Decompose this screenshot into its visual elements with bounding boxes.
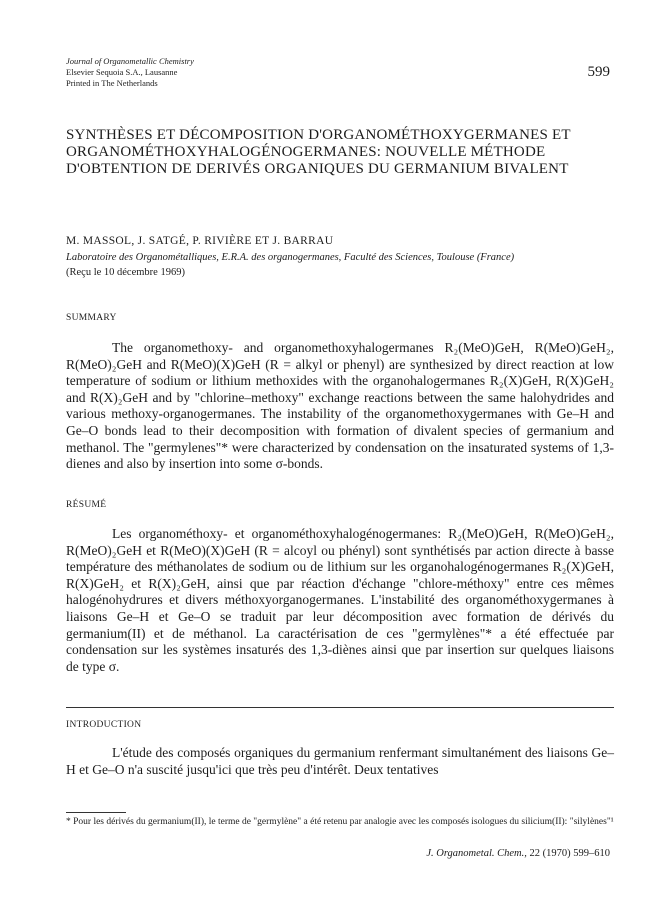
journal-header: [66, 56, 194, 89]
section-divider: [66, 707, 614, 708]
summary-text: The organomethoxy- and organomethoxyhalogermanes R₂(MeO)GeH, R(MeO)GeH₂, R(MeO)₂GeH and R(MeO)(X)GeH (R = alkyl or phenyl) are synthesized by direct reaction at low temperature of sodium or lithium methoxides with the organohalogermanes R₂(X)GeH, R(X)GeH₂ and R(X)₂GeH and by "chlorine–methoxy" exchange reactions between the same halohydrides and various methoxy-organogermanes. The instability of the organomethoxygermanes with Ge–H and Ge–O bonds lead to their decomposition with formation of divalent species of germanium and methanol. The "germylenes"* were characterized by condensation on the insaturated systems of 1,3-dienes and also by insertion into some σ-bonds.: [66, 340, 614, 472]
article-title: SYNTHÈSES ET DÉCOMPOSITION D'ORGANOMÉTHOXYGERMANES ET ORGANOMÉTHOXYHALOGÉNOGERMANES: NOUVELLE MÉTHODE D'OBTENTION DE DERIVÉS ORGANIQUES DU GERMANIUM BIVALENT: [66, 127, 571, 177]
citation-journal: J. Organometal. Chem.: [426, 848, 525, 859]
citation-volume: 22 (1970) 599–610: [529, 848, 610, 859]
received-date: (Reçu le 10 décembre 1969): [66, 267, 185, 278]
affiliation: Laboratoire des Organométalliques, E.R.A. des organogermanes, Faculté des Sciences, Toulouse (France): [66, 252, 515, 263]
author-list: M. MASSOL, J. SATGÉ, P. RIVIÈRE ET J. BARRAU: [66, 235, 334, 247]
footnote: * Pour les dérivés du germanium(II), le terme de "germylène" a été retenu par analogie avec les composés isologues du silicium(II): "silylènes"¹: [66, 817, 614, 827]
journal-name: Journal of Organometallic Chemistry: [66, 56, 194, 66]
summary-heading: SUMMARY: [66, 313, 117, 323]
introduction-text: L'étude des composés organiques du germanium renfermant simultanément des liaisons Ge–H et Ge–O n'a suscité jusqu'ici que très peu d'intérêt. Deux tentatives: [66, 745, 614, 777]
printed-line: Printed in The Netherlands: [66, 78, 158, 88]
resume-text: Les organométhoxy- et organométhoxyhalogénogermanes: R₂(MeO)GeH, R(MeO)GeH₂, R(MeO)₂GeH et R(MeO)(X)GeH (R = alcoyl ou phényl) sont synthétisés par action directe à basse température des méthanolates de sodium ou de lithium sur les organohalogénogermanes R₂(X)GeH, R(X)GeH₂ et R(X)₂GeH, ainsi que par réaction d'échange "chlore-méthoxy" entre ces mêmes halogénohydrures et divers méthoxyorganogermanes. L'instabilité des organométhoxygermanes à liaisons Ge–H et Ge–O se traduit par leur décomposition avec formation de dérivés du germanium(II) et de méthanol. La caractérisation de ces "germylènes"* a été effectuée par condensation sur les systèmes insaturés des 1,3-diènes ainsi que par insertion sur quelques liaisons de type σ.: [66, 526, 614, 674]
journal-citation: J. Organometal. Chem., 22 (1970) 599–610: [426, 848, 610, 859]
introduction-heading: INTRODUCTION: [66, 720, 142, 730]
page-number: 599: [587, 64, 610, 80]
resume-heading: RÉSUMÉ: [66, 500, 107, 510]
publisher-line: Elsevier Sequoia S.A., Lausanne: [66, 67, 178, 77]
footnote-rule: [66, 812, 126, 813]
